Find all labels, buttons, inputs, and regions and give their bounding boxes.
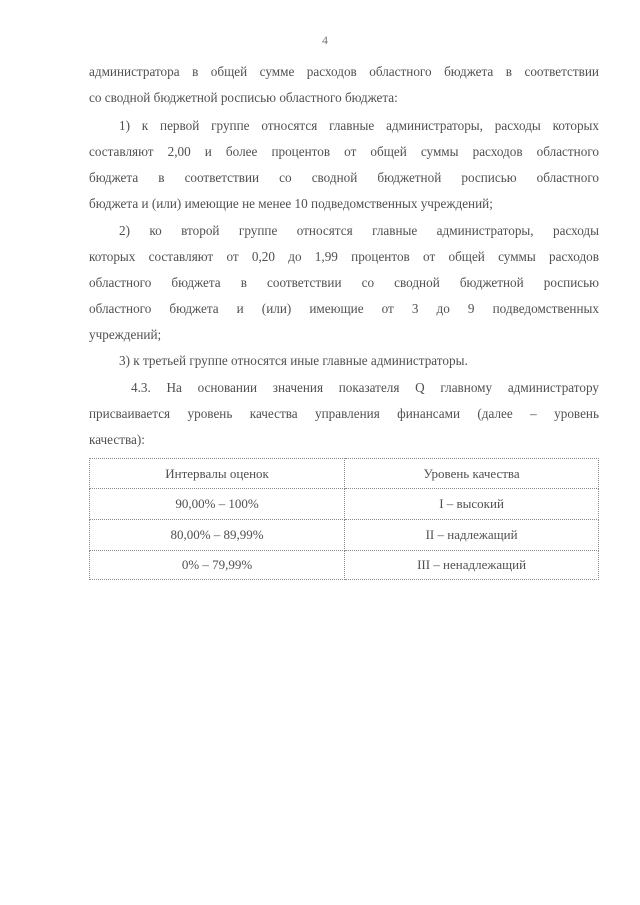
group2-line-4: областного бюджета и (или) имеющие от 3 до 9 подведомственных [89,301,599,316]
section43-line-2: присваивается уровень качества управления финансами (далее – уровень [89,406,599,421]
group1-line-3: бюджета в соответствии со сводной бюджетной росписью областного [89,170,599,185]
table-header-row [90,459,599,489]
group1-line-4: бюджета и (или) имеющие не менее 10 подведомственных учреждений; [89,196,493,211]
group2-line-2: которых составляют от 0,20 до 1,99 процентов от общей суммы расходов [89,249,599,264]
table-header-cell: Интервалы оценок [90,459,345,489]
table-row [90,551,599,580]
section43-line-3: качества): [89,432,145,447]
table-cell: 80,00% – 89,99% [90,520,345,551]
intro-line-1: администратора в общей сумме расходов областного бюджета в соответствии [89,64,599,79]
group1-line-1: 1) к первой группе относятся главные администраторы, расходы которых [119,118,599,133]
table-header-cell: Уровень качества [345,459,599,489]
group1-line-2: составляют 2,00 и более процентов от общей суммы расходов областного [89,144,599,159]
table-row [90,520,599,551]
group3-line-1: 3) к третьей группе относятся иные главные администраторы. [119,353,468,368]
table-cell: III – ненадлежащий [345,551,599,580]
table-cell: I – высокий [345,489,599,520]
table-cell: II – надлежащий [345,520,599,551]
page-number: 4 [322,33,328,47]
table-row [90,489,599,520]
intro-line-2: со сводной бюджетной росписью областного бюджета: [89,90,398,105]
table-cell: 90,00% – 100% [90,489,345,520]
group2-line-3: областного бюджета в соответствии со сводной бюджетной росписью [89,275,599,290]
quality-level-table [89,458,599,580]
table-cell: 0% – 79,99% [90,551,345,580]
group2-line-1: 2) ко второй группе относятся главные администраторы, расходы [119,223,599,238]
section43-line-1: 4.3. На основании значения показателя Q главному администратору [131,380,599,395]
group2-line-5: учреждений; [89,327,162,342]
